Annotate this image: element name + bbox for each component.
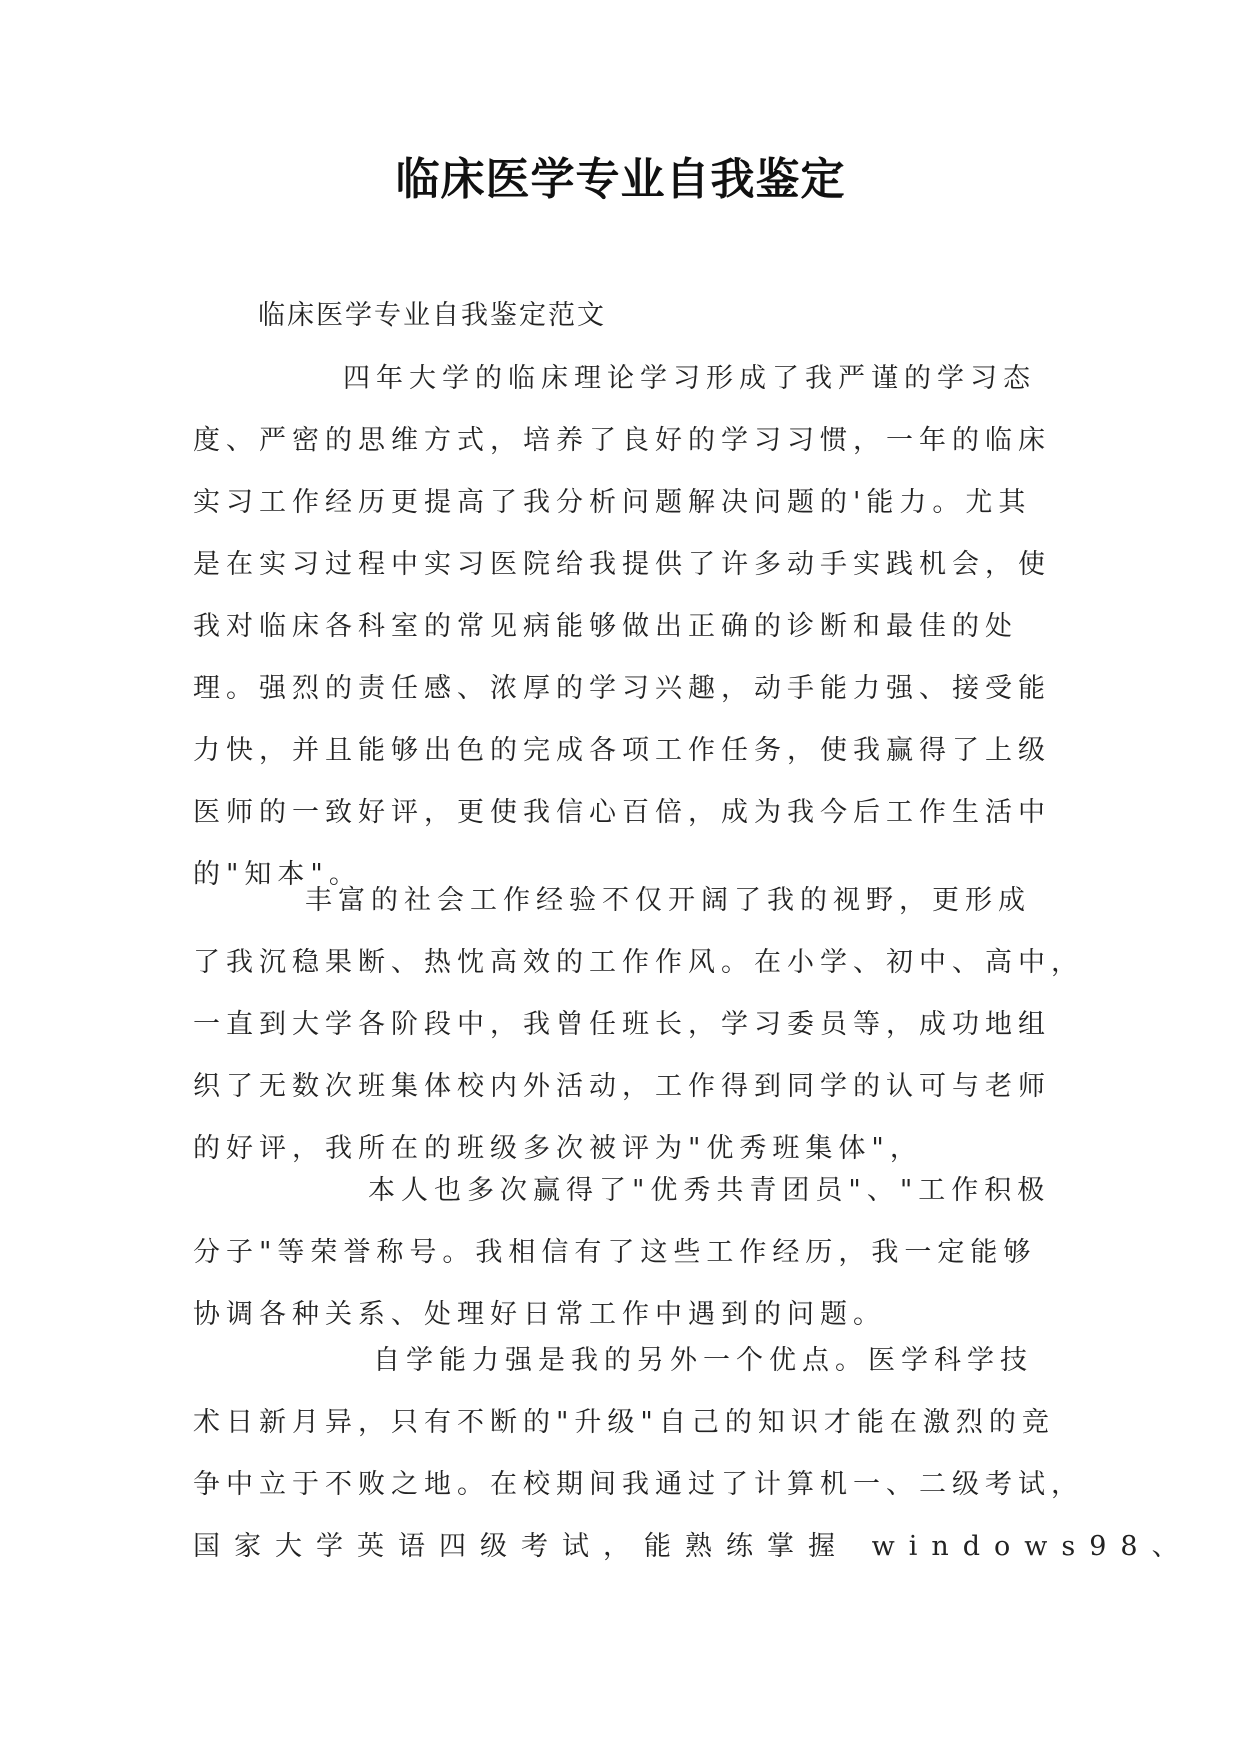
paragraph-line: 争中立于不败之地。在校期间我通过了计算机一、二级考试， [193,1469,1084,1500]
paragraph-line: 理。强烈的责任感、浓厚的学习兴趣，动手能力强、接受能 [193,673,1051,704]
paragraph-line: 我对临床各科室的常见病能够做出正确的诊断和最佳的处 [193,611,1018,642]
paragraph-3 [193,1160,1051,1346]
paragraph-line: 实习工作经历更提高了我分析问题解决问题的'能力。尤其 [193,487,1032,518]
paragraph-line: 术日新月异，只有不断的"升级"自己的知识才能在激烈的竞 [193,1407,1055,1438]
paragraph-line: 本人也多次赢得了"优秀共青团员"、"工作积极 [368,1175,1051,1206]
paragraph-line: 医师的一致好评，更使我信心百倍，成为我今后工作生活中 [193,797,1051,828]
paragraph-line: 力快，并且能够出色的完成各项工作任务，使我赢得了上级 [193,735,1051,766]
paragraph-2 [193,870,1084,1180]
paragraph-line: 度、严密的思维方式，培养了良好的学习习惯，一年的临床 [193,425,1051,456]
paragraph-1 [193,348,1051,906]
paragraph-line: 一直到大学各阶段中，我曾任班长，学习委员等，成功地组 [193,1009,1051,1040]
paragraph-line: 是在实习过程中实习医院给我提供了许多动手实践机会，使 [193,549,1051,580]
paragraph-line: 的好评，我所在的班级多次被评为"优秀班集体"， [193,1133,923,1164]
paragraph-line: 协调各种关系、处理好日常工作中遇到的问题。 [193,1299,886,1330]
paragraph-line: 自学能力强是我的另外一个优点。医学科学技 [373,1345,1033,1376]
paragraph-line: 织了无数次班集体校内外活动，工作得到同学的认可与老师 [193,1071,1051,1102]
paragraph-line: 丰富的社会工作经验不仅开阔了我的视野，更形成 [305,885,1031,916]
paragraph-line: 分子"等荣誉称号。我相信有了这些工作经历，我一定能够 [193,1237,1037,1268]
document-title: 临床医学专业自我鉴定 [395,154,846,205]
paragraph-line: 的"知本"。 [193,859,362,890]
paragraph-4 [193,1330,1193,1578]
document-subtitle: 临床医学专业自我鉴定范文 [258,300,606,331]
paragraph-line: 了我沉稳果断、热忱高效的工作作风。在小学、初中、高中， [193,947,1084,978]
paragraph-line: 四年大学的临床理论学习形成了我严谨的学习态 [343,363,1036,394]
paragraph-line: 国家大学英语四级考试，能熟练掌握 windows98、 [193,1531,1193,1562]
